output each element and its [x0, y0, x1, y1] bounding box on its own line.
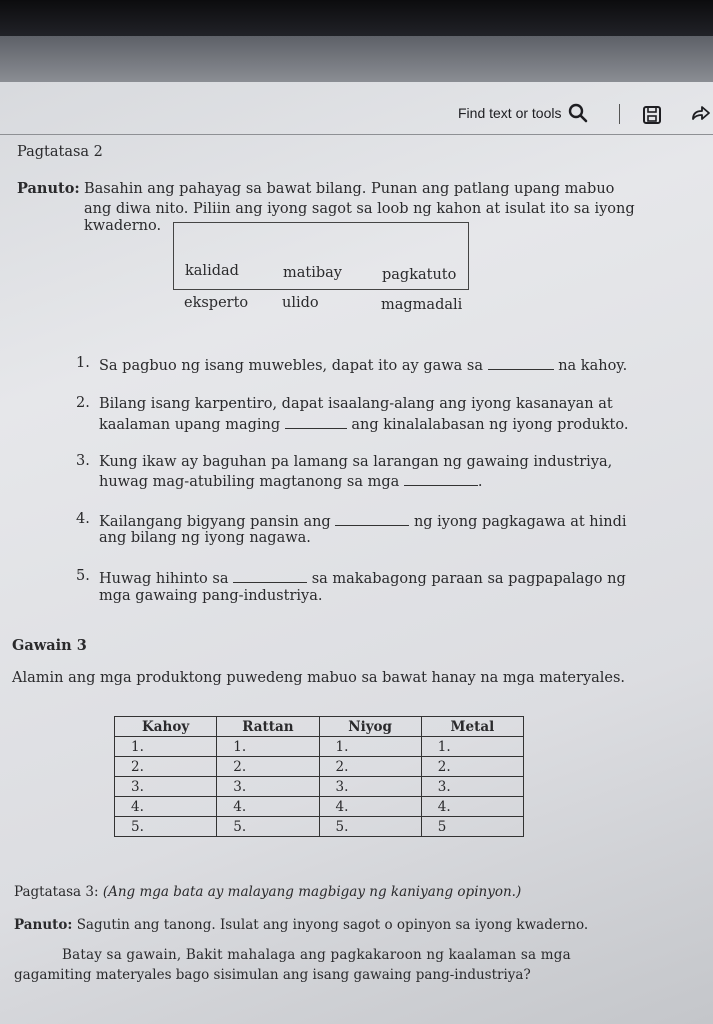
item-5-line1	[99, 568, 626, 588]
word-choice-box	[173, 222, 469, 313]
table-cell: 1.	[115, 737, 217, 757]
materials-table	[114, 716, 524, 837]
answer-blank	[285, 414, 347, 429]
find-text-tools-button[interactable]	[458, 102, 588, 124]
pagtatasa2-panuto-line2: ang diwa nito. Piliin ang iyong sagot sa loob ng kahon at isulat ito sa iyong	[84, 201, 635, 217]
toolbar-separator	[619, 104, 620, 124]
item-2-text-b: ang kinalalabasan ng iyong produkto.	[351, 417, 629, 433]
table-row	[115, 777, 524, 797]
table-cell: 3.	[319, 777, 421, 797]
table-cell: 4.	[115, 797, 217, 817]
table-row	[115, 757, 524, 777]
item-2-text-a: kaalaman upang maging	[99, 417, 281, 433]
share-icon	[689, 104, 711, 126]
table-cell: 3.	[115, 777, 217, 797]
table-row	[115, 817, 524, 837]
column-header: Kahoy	[115, 717, 217, 737]
table-cell: 1.	[421, 737, 523, 757]
choice-word: ulido	[282, 295, 319, 311]
pagtatasa3-question-line1: Batay sa gawain, Bakit mahalaga ang pagkakaroon ng kaalaman sa mga	[62, 947, 571, 963]
table-cell: 5.	[217, 817, 319, 837]
table-cell: 4.	[217, 797, 319, 817]
item-1-text-a: Sa pagbuo ng isang muwebles, dapat ito ay gawa sa	[99, 358, 483, 374]
item-number: 4.	[76, 511, 90, 527]
item-4-line1	[99, 511, 627, 531]
table-cell: 2.	[217, 757, 319, 777]
choice-word: eksperto	[184, 295, 249, 311]
table-cell: 3.	[421, 777, 523, 797]
item-2-line2	[99, 414, 628, 434]
window-top-bar	[0, 0, 713, 40]
answer-blank	[233, 568, 307, 583]
pagtatasa2-panuto-line1: Basahin ang pahayag sa bawat bilang. Punan ang patlang upang mabuo	[84, 181, 615, 197]
pagtatasa3-title: Pagtatasa 3:	[14, 884, 99, 900]
item-4-line2: ang bilang ng iyong nagawa.	[99, 530, 311, 546]
choice-word: pagkatuto	[382, 267, 457, 283]
item-3-line2	[99, 471, 482, 491]
table-header-row	[115, 717, 524, 737]
item-3-line1: Kung ikaw ay baguhan pa lamang sa larangan ng gawaing industriya,	[99, 454, 613, 470]
search-icon	[568, 103, 588, 123]
choice-word: kalidad	[185, 263, 239, 279]
table-cell: 4.	[319, 797, 421, 817]
pagtatasa3-heading	[14, 883, 521, 901]
item-4-text-b: ng iyong pagkagawa at hindi	[413, 514, 627, 530]
answer-blank	[335, 511, 409, 526]
answer-blank	[488, 355, 554, 370]
table-row	[115, 737, 524, 757]
pagtatasa3-panuto-text: Sagutin ang tanong. Isulat ang inyong sagot o opinyon sa iyong kwaderno.	[76, 917, 589, 933]
column-header: Niyog	[319, 717, 421, 737]
pagtatasa3-panuto-label: Panuto:	[14, 917, 73, 933]
item-3-text-b: .	[477, 474, 483, 490]
item-3-text-a: huwag mag-atubiling magtanong sa mga	[99, 474, 400, 490]
table-cell: 5	[421, 817, 523, 837]
item-1-line1	[99, 355, 627, 375]
table-cell: 1.	[319, 737, 421, 757]
table-cell: 2.	[319, 757, 421, 777]
item-number: 5.	[76, 568, 90, 584]
item-5-line2: mga gawaing pang-industriya.	[99, 588, 323, 604]
pagtatasa2-title: Pagtatasa 2	[17, 144, 103, 160]
choice-word: magmadali	[381, 297, 463, 313]
item-1-text-b: na kahoy.	[558, 358, 628, 374]
pagtatasa3-question-line2: gagamiting materyales bago sisimulan ang isang gawaing pang-industriya?	[14, 967, 531, 983]
toolbar-band	[0, 36, 713, 82]
pagtatasa2-panuto-line3: kwaderno.	[84, 218, 162, 234]
item-4-text-a: Kailangang bigyang pansin ang	[99, 514, 331, 530]
item-2-line1: Bilang isang karpentiro, dapat isaalang-alang ang iyong kasanayan at	[99, 396, 613, 412]
item-number: 2.	[76, 395, 90, 411]
answer-blank	[404, 471, 478, 486]
item-number: 1.	[76, 355, 90, 371]
share-button[interactable]	[689, 104, 711, 126]
item-5-text-a: Huwag hihinto sa	[99, 571, 229, 587]
gawain3-title: Gawain 3	[12, 637, 87, 654]
pagtatasa3-panuto	[14, 916, 588, 934]
table-cell: 3.	[217, 777, 319, 797]
save-button[interactable]	[641, 104, 663, 126]
pagtatasa3-subtitle: (Ang mga bata ay malayang magbigay ng kaniyang opinyon.)	[102, 884, 522, 900]
table-cell: 2.	[421, 757, 523, 777]
table-cell: 5.	[115, 817, 217, 837]
gawain3-instruction: Alamin ang mga produktong puwedeng mabuo sa bawat hanay na mga materyales.	[12, 670, 626, 686]
find-label: Find text or tools	[458, 105, 562, 121]
table-cell: 5.	[319, 817, 421, 837]
column-header: Rattan	[217, 717, 319, 737]
table-cell: 4.	[421, 797, 523, 817]
column-header: Metal	[421, 717, 523, 737]
pagtatasa2-panuto-label: Panuto:	[17, 180, 80, 197]
pdf-toolbar	[0, 82, 713, 135]
item-5-text-b: sa makabagong paraan sa pagpapalago ng	[311, 571, 626, 587]
table-cell: 1.	[217, 737, 319, 757]
save-icon	[641, 104, 663, 126]
item-number: 3.	[76, 453, 90, 469]
choice-word: matibay	[283, 265, 342, 281]
table-row	[115, 797, 524, 817]
table-cell: 2.	[115, 757, 217, 777]
